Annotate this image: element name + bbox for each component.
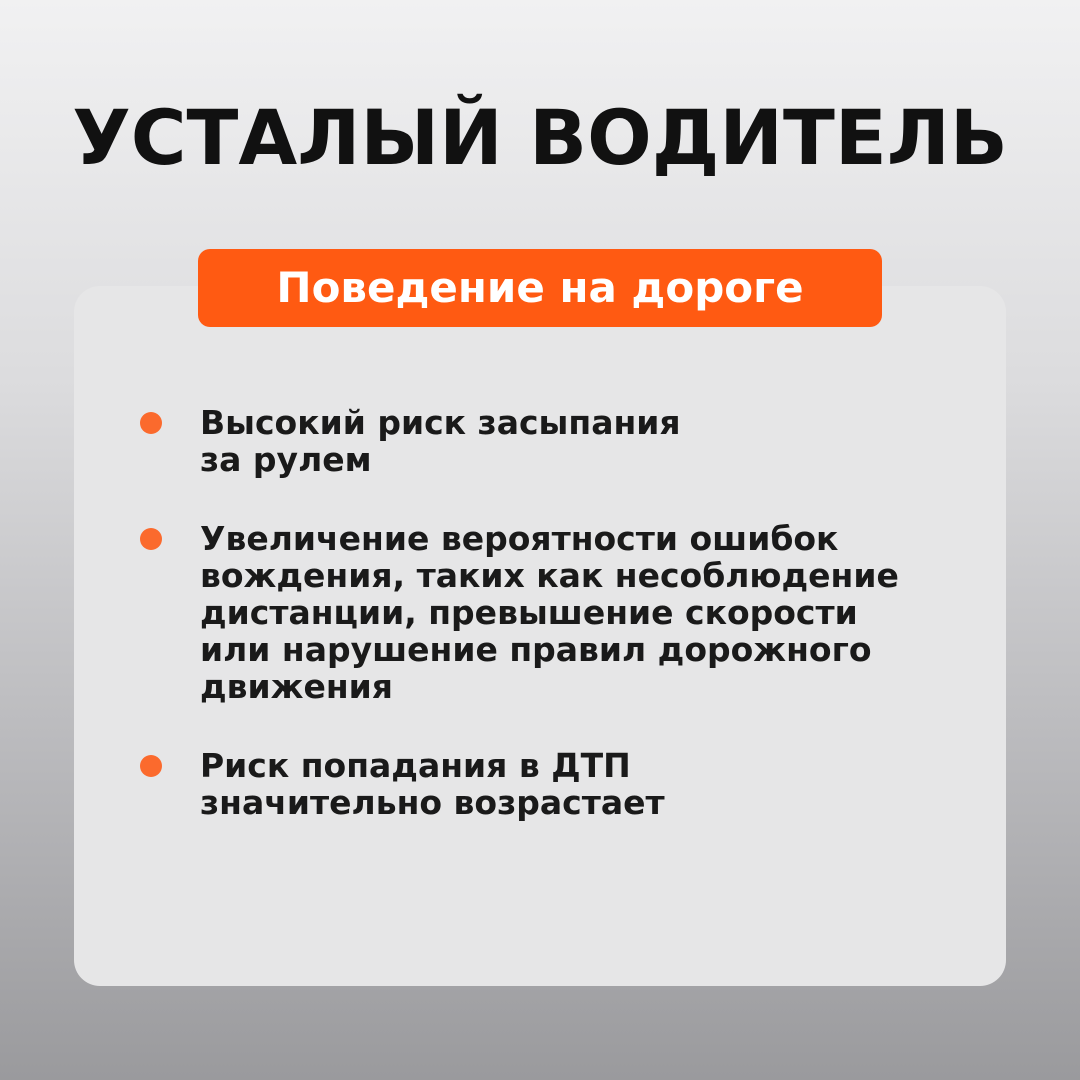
bullet-dot-icon [140,755,162,777]
section-badge: Поведение на дороге [198,249,882,327]
list-item [140,520,970,705]
bullet-dot-icon [140,528,162,550]
list-item-text: Высокий риск засыпания за рулем [200,403,681,479]
list-item [140,747,970,821]
list-item-text: Риск попадания в ДТП значительно возрастает [200,746,665,822]
bullet-list [140,404,970,863]
list-item [140,404,970,478]
list-item-text: Увеличение вероятности ошибок вождения, таких как несоблюдение дистанции, превышение скорости или нарушение правил дорожного движения [200,519,899,706]
bullet-dot-icon [140,412,162,434]
page-title: УСТАЛЫЙ ВОДИТЕЛЬ [72,93,1008,182]
